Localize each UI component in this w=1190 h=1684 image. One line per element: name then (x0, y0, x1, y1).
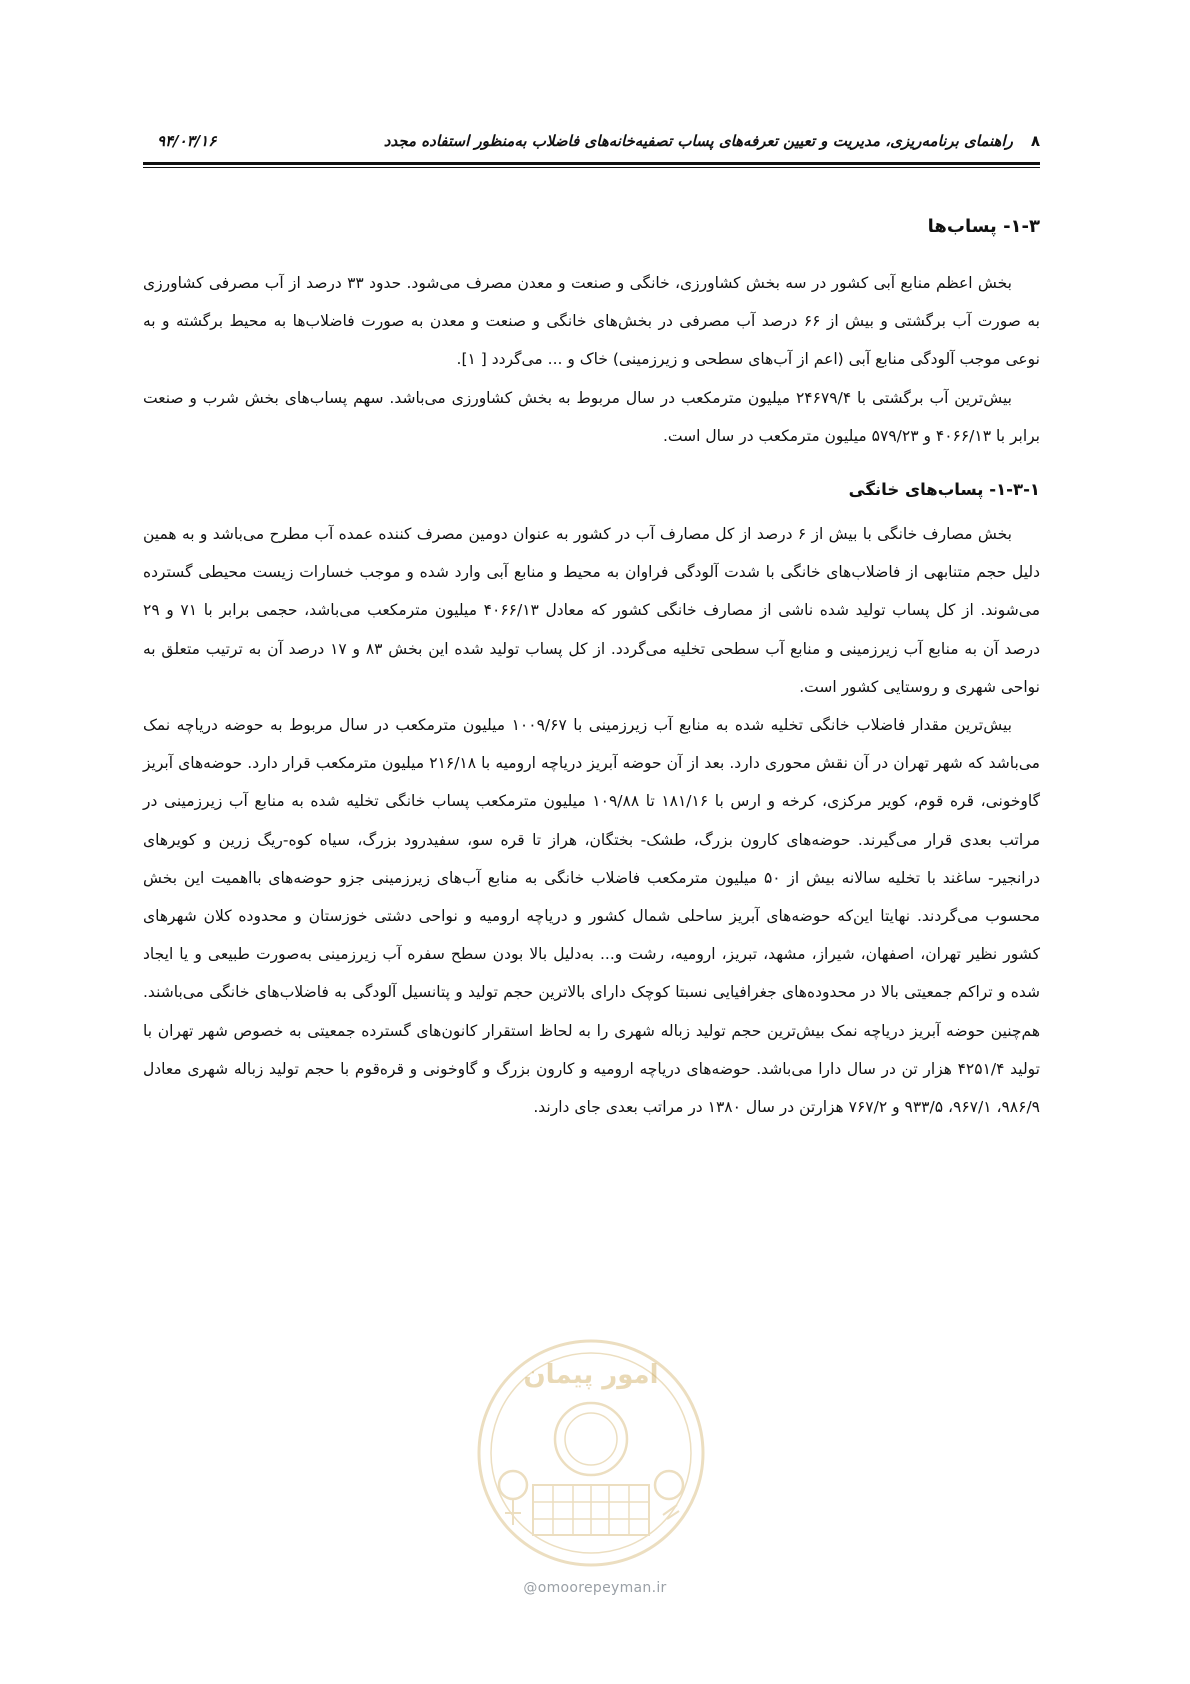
watermark-stamp (473, 1335, 709, 1571)
header-rule-thin (143, 167, 1040, 168)
header-rule-thick (143, 162, 1040, 165)
page-header (143, 124, 1040, 158)
section-paragraph-2: بیش‌ترین آب برگشتی با ۲۴۶۷۹/۴ میلیون مترمکعب در سال مربوط به بخش کشاورزی می‌باشد. سهم پساب‌های بخش شرب و صنعت برابر با ۴۰۶۶/۱۳ و ۵۷۹/۲۳ میلیون مترمکعب در سال است. (143, 388, 1040, 445)
watermark-url: @omoorepeyman.ir (523, 1580, 667, 1596)
subsection-heading: ۱-۳-۱- پساب‌های خانگی (848, 480, 1040, 500)
section-paragraph-1: بخش اعظم منابع آبی کشور در سه بخش کشاورزی، خانگی و صنعت و معدن مصرف می‌شود. حدود ۳۳ درصد از آب مصرفی کشاورزی به صورت آب برگشتی و بیش از ۶۶ درصد آب مصرفی در بخش‌های خانگی و صنعت و معدن به صورت فاضلاب‌ها به محیط برگشته و به نوعی موجب آلودگی منابع آبی (اعم از آب‌های سطحی و زیرزمینی) خاک و ... می‌گردد [ ۱]. (143, 274, 1040, 369)
header-title: راهنمای برنامه‌ریزی، مدیریت و تعیین تعرفه‌های پساب تصفیه‌خانه‌های فاضلاب به‌منظور استفاده مجدد (383, 132, 1013, 150)
page-body (143, 212, 1040, 1126)
subsection-paragraph-1: بخش مصارف خانگی با بیش از ۶ درصد از کل مصارف آب در کشور به عنوان دومین مصرف کننده عمده آب مطرح می‌باشد و به همین دلیل حجم متنابهی از فاضلاب‌های خانگی با شدت آلودگی فراوان به محیط و منابع آبی وارد شده و موجب خسارات زیست محیطی گسترده می‌شوند. از کل پساب تولید شده ناشی از مصارف خانگی کشور که معادل ۴۰۶۶/۱۳ میلیون مترمکعب می‌باشد، حجمی برابر با ۷۱ و ۲۹ درصد آن به منابع آب زیرزمینی و منابع آب سطحی تخلیه می‌گردد. از کل پساب تولید شده این بخش ۸۳ و ۱۷ درصد آن به ترتیب متعلق به نواحی شهری و روستایی کشور است. (143, 525, 1040, 696)
subsection-paragraph-2: بیش‌ترین مقدار فاضلاب خانگی تخلیه شده به منابع آب زیرزمینی با ۱۰۰۹/۶۷ میلیون مترمکعب در سال مربوط به حوضه دریاچه نمک می‌باشد که شهر تهران در آن نقش محوری دارد. بعد از آن حوضه آبریز دریاچه ارومیه با ۲۱۶/۱۸ میلیون مترمکعب قرار دارد. حوضه‌های آبریز گاوخونی، قره قوم، کویر مرکزی، کرخه و ارس با ۱۸۱/۱۶ تا ۱۰۹/۸۸ میلیون مترمکعب پساب خانگی تخلیه شده به منابع آب زیرزمینی در مراتب بعدی قرار می‌گیرند. حوضه‌های کارون بزرگ، طشک- بختگان، هراز تا قره سو، سفیدرود بزرگ، سیاه کوه-ریگ زرین و کویرهای درانجیر- ساغند با تخلیه سالانه بیش از ۵۰ میلیون مترمکعب فاضلاب خانگی به منابع آب‌های زیرزمینی جزو حوضه‌های بااهمیت این بخش محسوب می‌گردند. نهایتا این‌که حوضه‌های آبریز ساحلی شمال کشور و دریاچه ارومیه و نواحی دشتی خوزستان و محدوده کلان شهرهای کشور نظیر تهران، اصفهان، شیراز، مشهد، تبریز، ارومیه، رشت و... به‌دلیل بالا بودن سطح سفره آب زیرزمینی به‌صورت طبیعی و یا ایجاد شده و تراکم جمعیتی بالا در محدوده‌های جغرافیایی نسبتا کوچک دارای بالاترین حجم تولید و پتانسیل آلودگی به فاضلاب‌های خانگی می‌باشند. هم‌چنین حوضه آبریز دریاچه نمک بیش‌ترین حجم تولید زباله شهری را به لحاظ استقرار کانون‌های گسترده جمعیتی به خصوص شهر تهران با تولید ۴۲۵۱/۴ هزار تن در سال دارا می‌باشد. حوضه‌های دریاچه ارومیه و کارون بزرگ و گاوخونی و قره‌قوم با حجم تولید زباله شهری معادل ۹۸۶/۹، ۹۶۷/۱، ۹۳۳/۵ و ۷۶۷/۲ هزارتن در سال ۱۳۸۰ در مراتب بعدی جای دارند. (143, 716, 1040, 1117)
section-heading: ۱-۳- پساب‌ها (927, 216, 1040, 237)
page-number: ۸ (1030, 132, 1040, 150)
header-date: ۹۴/۰۳/۱۶ (157, 132, 217, 150)
stamp-text: امور پیمان (523, 1360, 659, 1390)
